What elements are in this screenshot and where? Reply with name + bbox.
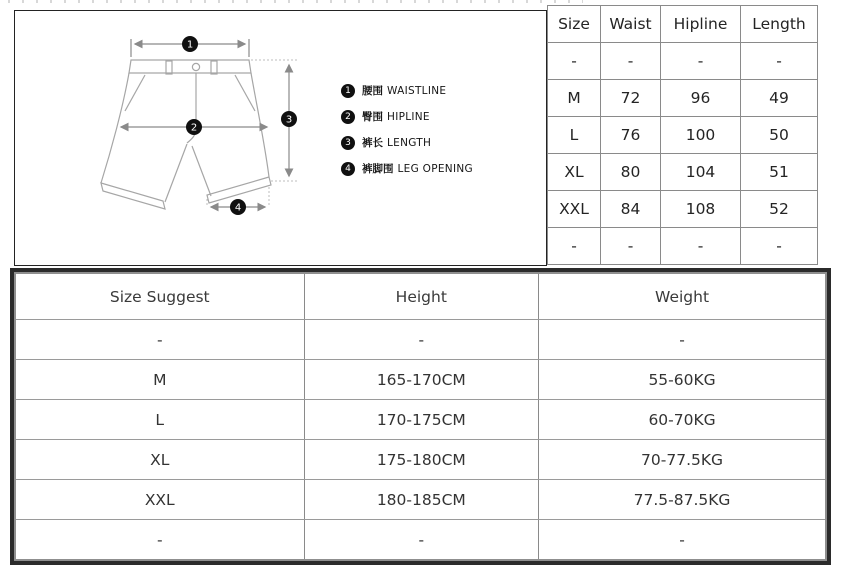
table-row [16, 320, 825, 360]
cell-hipline: 96 [661, 80, 741, 117]
legend-label-en: HIPLINE [387, 110, 430, 123]
size-suggest-panel [10, 268, 831, 565]
cell-size: XL [548, 154, 601, 191]
cell-waist: - [601, 43, 661, 80]
legend-item-hipline [341, 109, 473, 124]
table-row [548, 154, 818, 191]
cell-height: - [304, 320, 539, 360]
col-header-hipline: Hipline [661, 6, 741, 43]
size-suggest-panel-inner [14, 272, 827, 561]
guide-lines [207, 60, 297, 207]
cell-hipline: - [661, 228, 741, 265]
col-header-size-suggest: Size Suggest [16, 274, 304, 320]
legend-label-zh: 臀围 [362, 111, 383, 123]
legend-badge-3-icon: 3 [341, 136, 355, 150]
cell-size: XL [16, 440, 304, 480]
legend-label-en: WAISTLINE [387, 84, 447, 97]
cell-length: - [741, 43, 818, 80]
table-row [16, 480, 825, 520]
shorts-outline [101, 60, 271, 209]
cell-height: 175-180CM [304, 440, 539, 480]
col-header-weight: Weight [539, 274, 825, 320]
cell-waist: 76 [601, 117, 661, 154]
legend-label-zh: 裤长 [362, 137, 383, 149]
col-header-length: Length [741, 6, 818, 43]
cell-size: XXL [548, 191, 601, 228]
table-header-row [16, 274, 825, 320]
cell-height: - [304, 520, 539, 560]
cell-weight: 60-70KG [539, 400, 825, 440]
cell-weight: 55-60KG [539, 360, 825, 400]
size-suggest-table [16, 274, 825, 559]
cell-height: 165-170CM [304, 360, 539, 400]
cell-size: - [16, 320, 304, 360]
cell-height: 170-175CM [304, 400, 539, 440]
cell-size: L [16, 400, 304, 440]
table-row [16, 360, 825, 400]
legend-badge-1-icon: 1 [341, 84, 355, 98]
legend-item-waistline [341, 83, 473, 98]
table-header-row [548, 6, 818, 43]
cell-length: 51 [741, 154, 818, 191]
table-row [548, 228, 818, 265]
table-row [548, 43, 818, 80]
cell-length: 50 [741, 117, 818, 154]
cell-length: 49 [741, 80, 818, 117]
legend-label-zh: 裤脚围 [362, 163, 394, 175]
legend-label-zh: 腰围 [362, 85, 383, 97]
measure-badge-4: 4 [234, 202, 242, 214]
cell-length: - [741, 228, 818, 265]
legend-label-en: LENGTH [387, 136, 432, 149]
cell-waist: 84 [601, 191, 661, 228]
cell-length: 52 [741, 191, 818, 228]
cell-waist: - [601, 228, 661, 265]
cell-weight: - [679, 530, 685, 549]
cell-size: - [16, 520, 304, 560]
legend-label-en: LEG OPENING [397, 162, 473, 175]
cell-height: 180-185CM [304, 480, 539, 520]
cell-size: M [16, 360, 304, 400]
legend-item-leg-opening [341, 161, 473, 176]
cell-size: M [548, 80, 601, 117]
table-row [16, 400, 825, 440]
measurement-legend [341, 83, 473, 187]
table-row [16, 440, 825, 480]
cell-size: XXL [16, 480, 304, 520]
measure-badge-3: 3 [285, 114, 293, 126]
measure-badge-2: 2 [190, 122, 198, 134]
col-header-size: Size [548, 6, 601, 43]
cell-hipline: 108 [661, 191, 741, 228]
cell-hipline: 104 [661, 154, 741, 191]
cell-hipline: 100 [661, 117, 741, 154]
cell-weight: 70-77.5KG [539, 440, 825, 480]
cell-waist: 80 [601, 154, 661, 191]
size-measurement-table [547, 5, 818, 265]
size-diagram-panel [14, 10, 547, 266]
clipped-text-remnant [8, 0, 583, 3]
cell-size: - [548, 228, 601, 265]
col-header-waist: Waist [601, 6, 661, 43]
legend-item-length [341, 135, 473, 150]
table-row [548, 191, 818, 228]
legend-badge-2-icon: 2 [341, 110, 355, 124]
cell-waist: 72 [601, 80, 661, 117]
cell-weight: - [539, 320, 825, 360]
cell-weight: 77.5-87.5KG [539, 480, 825, 520]
cell-hipline: - [661, 43, 741, 80]
cell-size: - [548, 43, 601, 80]
legend-badge-4-icon: 4 [341, 162, 355, 176]
table-row [548, 117, 818, 154]
cell-size: L [548, 117, 601, 154]
table-row [548, 80, 818, 117]
col-header-height: Height [304, 274, 539, 320]
table-row [16, 520, 825, 560]
measure-badge-1: 1 [186, 39, 194, 51]
measure-badges [182, 36, 297, 215]
